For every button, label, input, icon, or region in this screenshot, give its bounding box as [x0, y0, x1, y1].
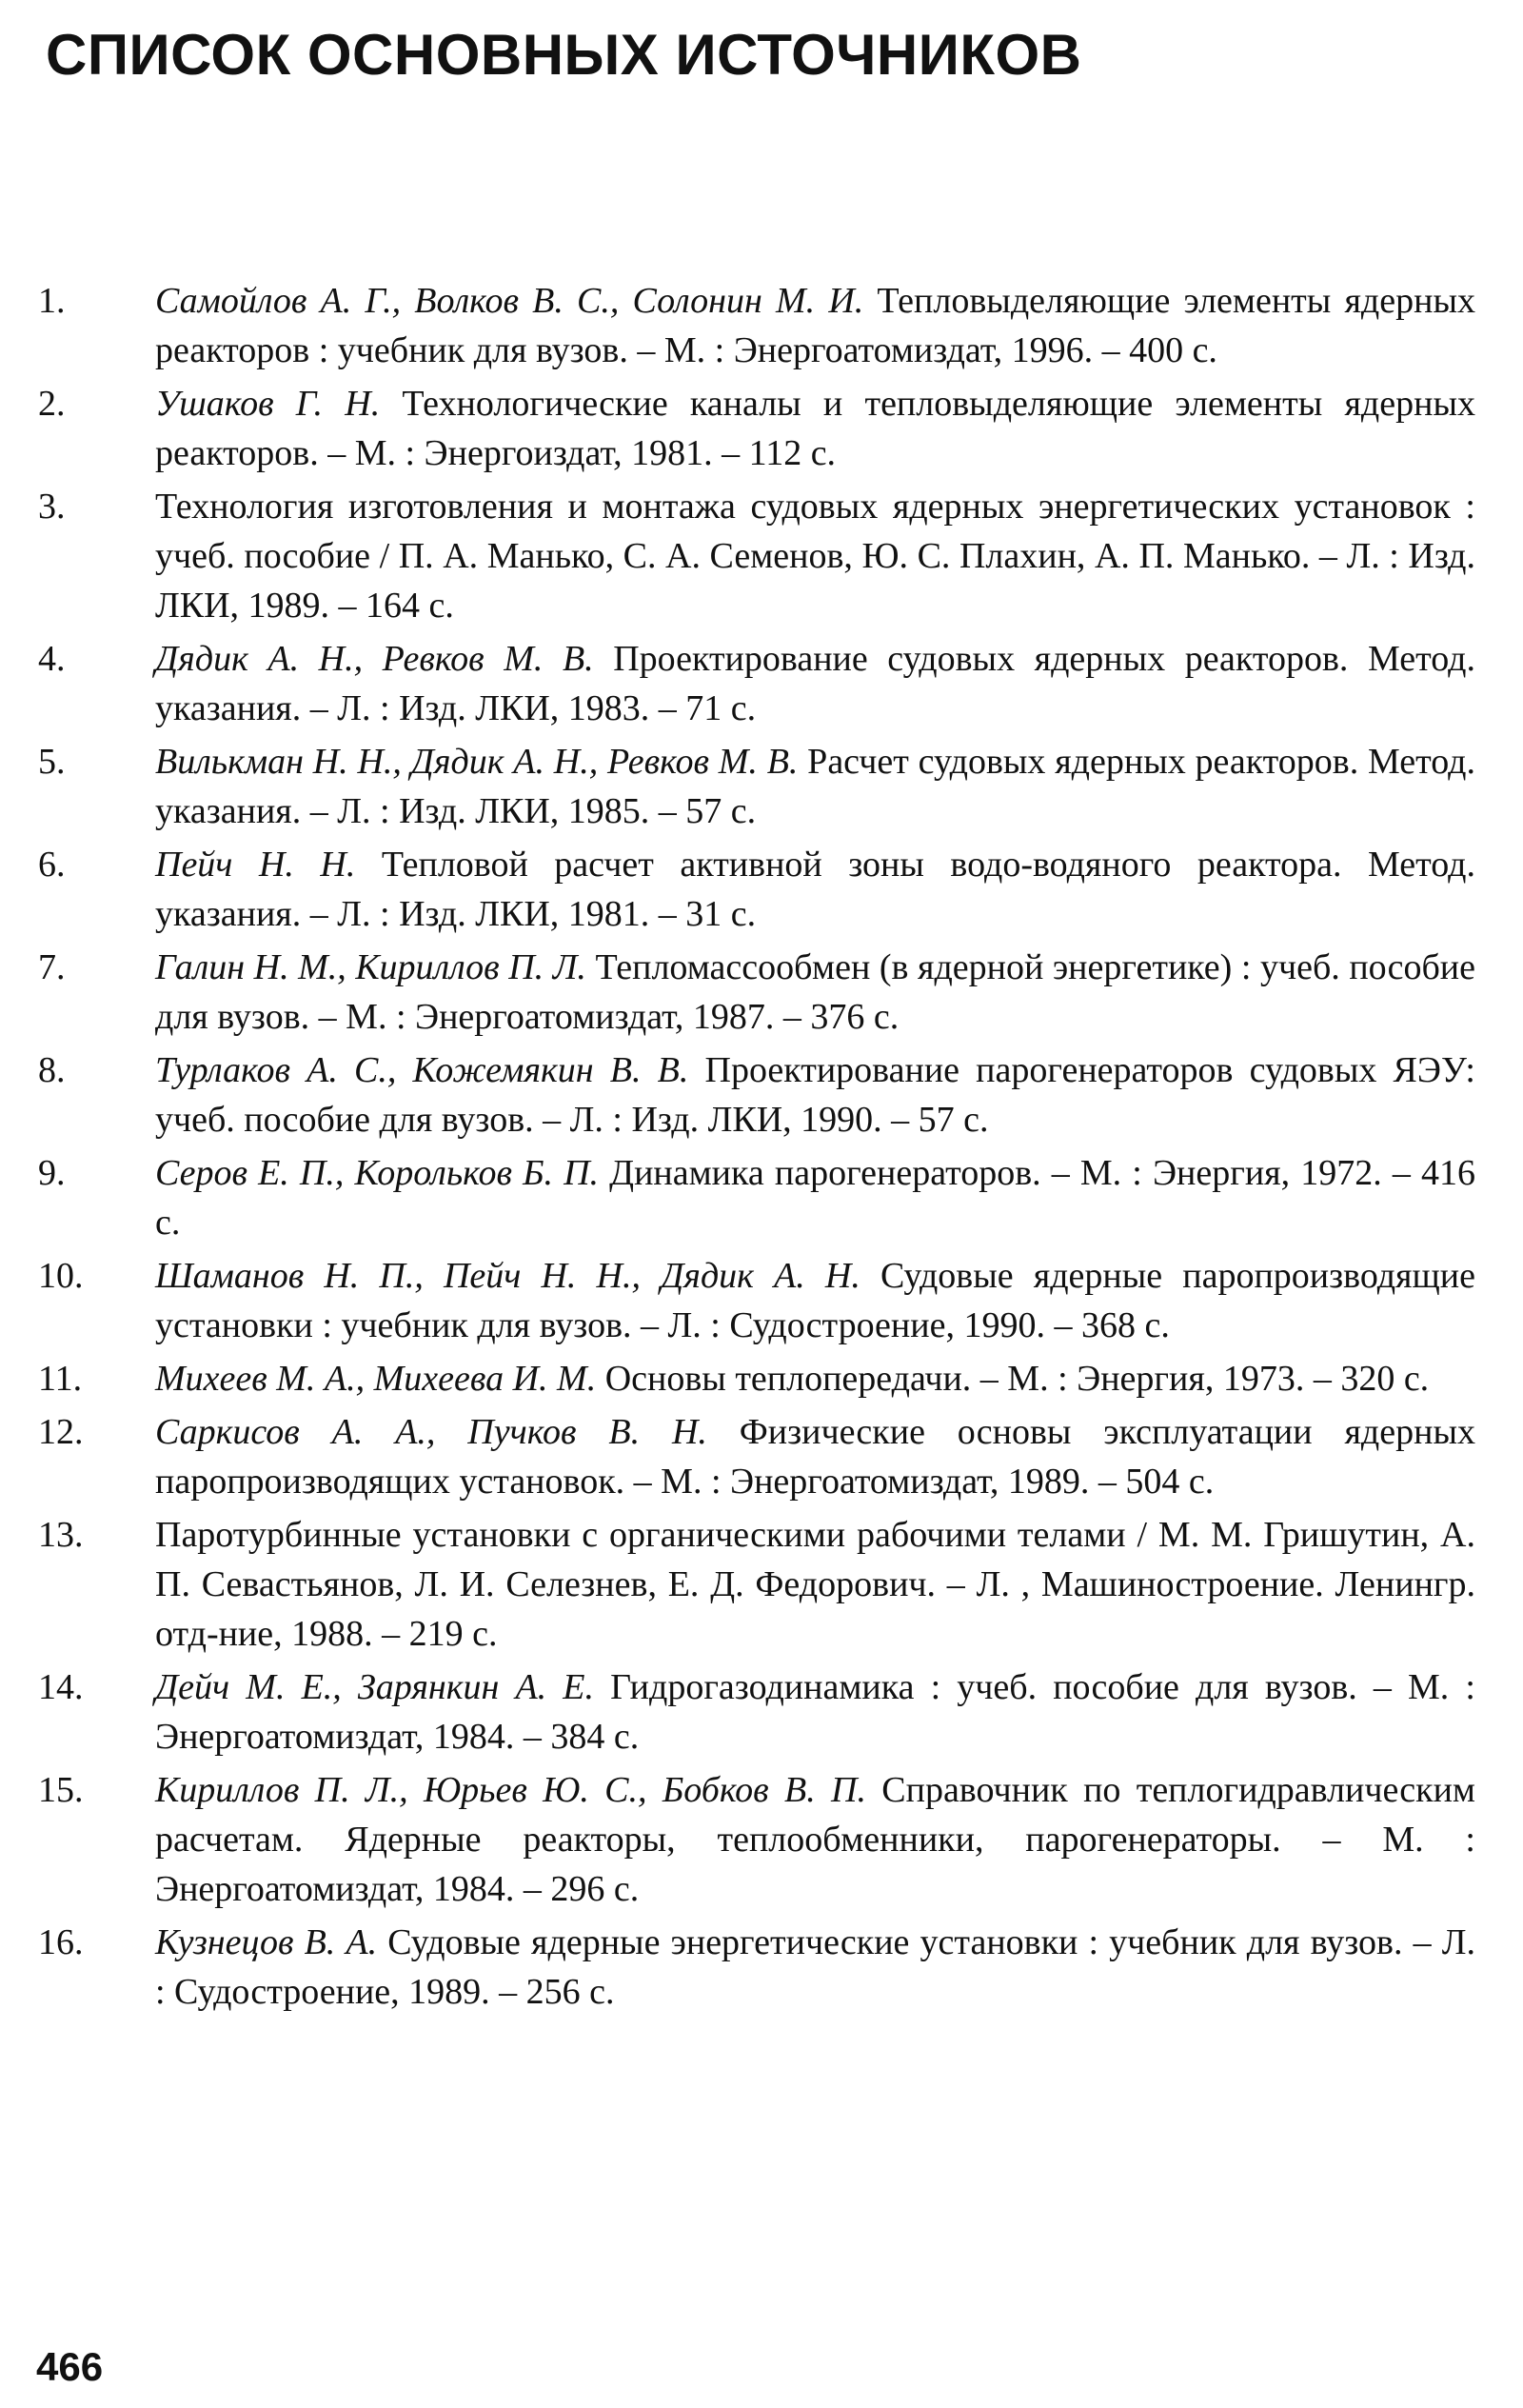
reference-authors: Кириллов П. Л., Юрьев Ю. С., Бобков В. П.: [155, 1770, 866, 1810]
reference-number: 6.: [38, 845, 66, 885]
page-title: СПИСОК ОСНОВНЫХ ИСТОЧНИКОВ: [46, 23, 1082, 87]
reference-number: 4.: [38, 639, 66, 679]
reference-item: [38, 943, 1475, 1042]
reference-number: 3.: [38, 487, 66, 527]
reference-number: 13.: [38, 1515, 84, 1555]
reference-authors: Турлаков А. С., Кожемякин В. В.: [155, 1050, 689, 1090]
reference-number: 1.: [38, 281, 66, 321]
reference-text: Технология изготовления и монтажа судовых ядерных энергетических установок : учеб. пособие / П. А. Манько, С. А. Семенов, Ю. С. Плахин, А. П. Манько. – Л. : Изд. ЛКИ, 1989. – 164 с.: [155, 487, 1475, 626]
reference-authors: Саркисов А. А., Пучков В. Н.: [155, 1412, 707, 1452]
reference-item: [38, 737, 1475, 836]
reference-number: 9.: [38, 1153, 66, 1193]
reference-authors: Кузнецов В. А.: [155, 1922, 378, 1962]
reference-item: [38, 1918, 1475, 2017]
reference-number: 8.: [38, 1050, 66, 1090]
reference-item: [38, 379, 1475, 478]
reference-text: Паротурбинные установки с органическими рабочими телами / М. М. Гришутин, А. П. Севастьянов, Л. И. Селезнев, Е. Д. Федорович. – Л. , Машиностроение. Ленингр. отд-ние, 1988. – 219 с.: [155, 1515, 1475, 1654]
reference-text: Тепловыделяющие элементы ядерных реакторов : учебник для вузов. – М. : Энергоатомиздат, 1996. – 400 с.: [155, 281, 1475, 370]
reference-text: Тепломассообмен (в ядерной энергетике) : учеб. пособие для вузов. – М. : Энергоатомиздат, 1987. – 376 с.: [155, 947, 1476, 1037]
reference-item: [38, 1407, 1475, 1506]
reference-number: 14.: [38, 1667, 84, 1707]
reference-text: Основы теплопередачи. – М. : Энергия, 1973. – 320 с.: [596, 1359, 1430, 1399]
reference-authors: Серов Е. П., Корольков Б. П.: [155, 1153, 600, 1193]
reference-number: 5.: [38, 742, 66, 782]
reference-authors: Дядик А. Н., Ревков М. В.: [155, 639, 594, 679]
reference-text: Физические основы эксплуатации ядерных паропроизводящих установок. – М. : Энергоатомиздат, 1989. – 504 с.: [155, 1412, 1475, 1502]
reference-item: [38, 1662, 1475, 1761]
reference-authors: Михеев М. А., Михеева И. М.: [155, 1359, 597, 1399]
reference-text: Судовые ядерные энергетические установки : учебник для вузов. – Л. : Судостроение, 1989. – 256 с.: [155, 1922, 1475, 2012]
reference-number: 2.: [38, 384, 66, 424]
reference-item: [38, 634, 1475, 733]
reference-text: Проектирование судовых ядерных реакторов. Метод. указания. – Л. : Изд. ЛКИ, 1983. – 71 с.: [155, 639, 1475, 728]
reference-item: [38, 1045, 1475, 1144]
reference-number: 11.: [38, 1359, 83, 1399]
reference-text: Проектирование парогенераторов судовых ЯЭУ: учеб. пособие для вузов. – Л. : Изд. ЛКИ, 1990. – 57 с.: [155, 1050, 1475, 1140]
reference-list: [38, 276, 1475, 2020]
reference-authors: Самойлов А. Г., Волков В. С., Солонин М. И.: [155, 281, 864, 321]
reference-item: [38, 276, 1475, 375]
reference-number: 15.: [38, 1770, 84, 1810]
reference-number: 10.: [38, 1256, 84, 1296]
reference-text: Динамика парогенераторов. – М. : Энергия, 1972. – 416 с.: [155, 1153, 1475, 1243]
reference-authors: Ушаков Г. Н.: [155, 384, 381, 424]
reference-item: [38, 840, 1475, 939]
reference-number: 7.: [38, 947, 66, 987]
reference-number: 16.: [38, 1922, 84, 1962]
reference-text: Гидрогазодинамика : учеб. пособие для вузов. – М. : Энергоатомиздат, 1984. – 384 с.: [155, 1667, 1475, 1757]
reference-authors: Шаманов Н. П., Пейч Н. Н., Дядик А. Н.: [155, 1256, 860, 1296]
reference-item: [38, 1765, 1475, 1914]
reference-authors: Галин Н. М., Кириллов П. Л.: [155, 947, 586, 987]
reference-item: [38, 1251, 1475, 1350]
reference-text: Судовые ядерные паропроизводящие установки : учебник для вузов. – Л. : Судостроение, 1990. – 368 с.: [155, 1256, 1476, 1345]
reference-authors: Дейч М. Е., Зарянкин А. Е.: [155, 1667, 595, 1707]
reference-authors: Пейч Н. Н.: [155, 845, 356, 885]
page-number: 466: [36, 2344, 104, 2389]
reference-text: Технологические каналы и тепловыделяющие элементы ядерных реакторов. – М. : Энергоиздат, 1981. – 112 с.: [155, 384, 1476, 473]
reference-text: Расчет судовых ядерных реакторов. Метод. указания. – Л. : Изд. ЛКИ, 1985. – 57 с.: [155, 742, 1475, 831]
reference-number: 12.: [38, 1412, 84, 1452]
reference-item: [38, 482, 1475, 630]
reference-item: [38, 1354, 1475, 1403]
reference-item: [38, 1148, 1475, 1247]
reference-text: Справочник по теплогидравлическим расчетам. Ядерные реакторы, теплообменники, парогенераторы. – М. : Энергоатомиздат, 1984. – 296 с.: [155, 1770, 1475, 1909]
reference-text: Тепловой расчет активной зоны водо-водяного реактора. Метод. указания. – Л. : Изд. ЛКИ, 1981. – 31 с.: [155, 845, 1476, 934]
reference-authors: Вилькман Н. Н., Дядик А. Н., Ревков М. В.: [155, 742, 799, 782]
reference-item: [38, 1510, 1475, 1659]
